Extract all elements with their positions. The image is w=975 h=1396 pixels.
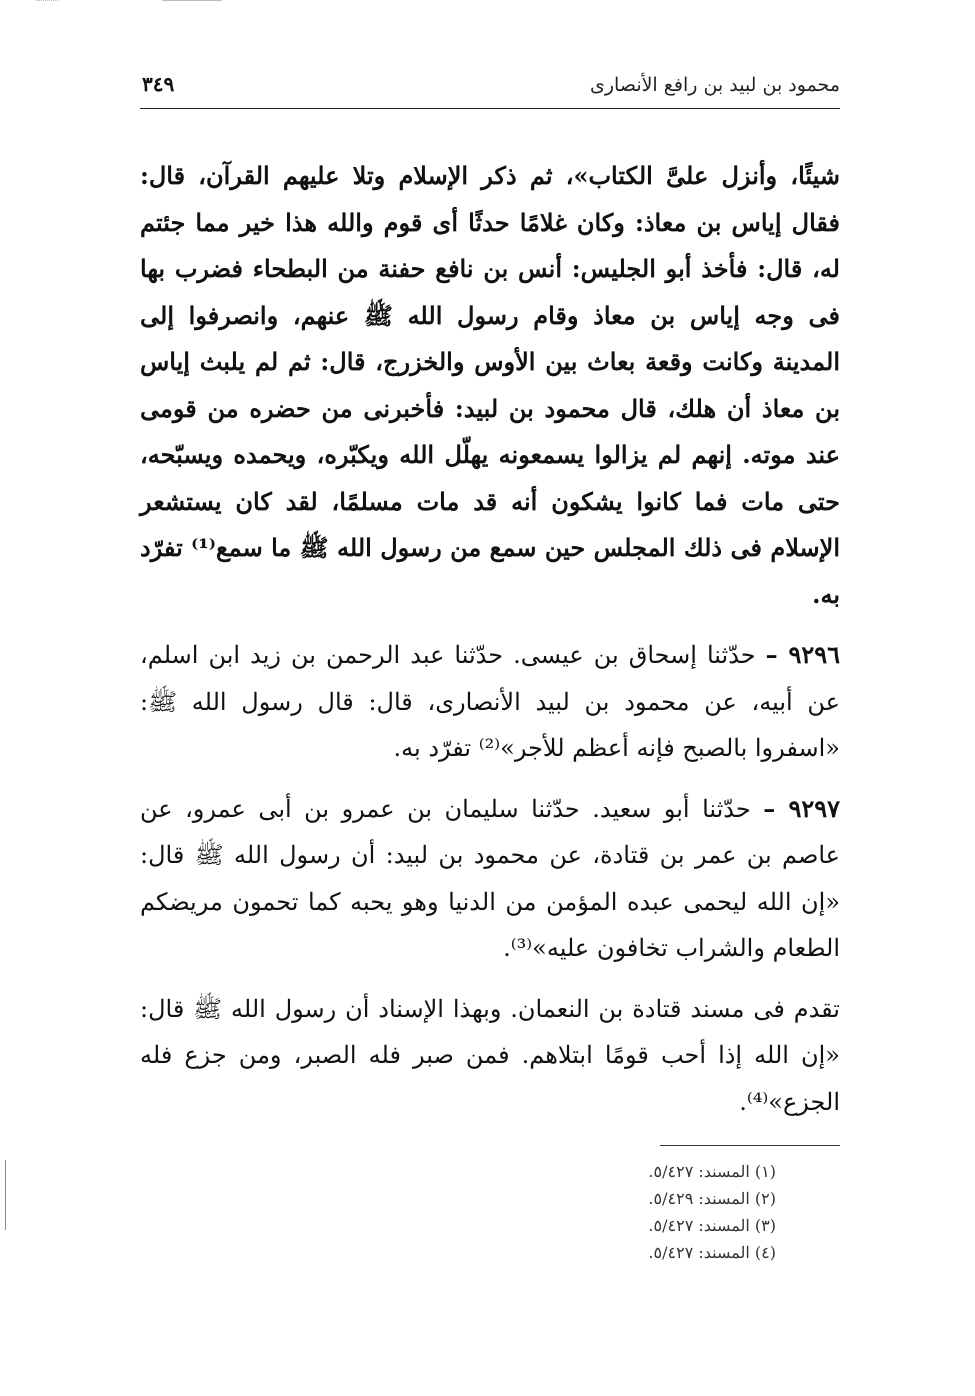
paragraph-text: تقدم فى مسند قتادة بن النعمان. وبهذا الإسناد أن رسول الله ﷺ قال: «إن الله إذا أحب قومًا ابتلاهم. فمن صبر فله الصبر، ومن جزع فله الجزع»⁽⁴⁾.: [140, 994, 840, 1116]
paragraph-note: [140, 986, 840, 1126]
hadith-number: ٩٢٩٦ –: [765, 640, 840, 669]
page-body: [140, 109, 840, 1266]
book-page: [140, 60, 840, 1360]
running-header-title: محمود بن لبيد بن رافع الأنصارى: [590, 74, 840, 96]
footnotes-list: [140, 1158, 776, 1266]
hadith-9297: [140, 786, 840, 972]
scan-edge-mark-dotted: [36, 0, 58, 1]
running-header: [140, 60, 840, 109]
scan-edge-mark: [162, 0, 222, 1]
paragraph-text: شيئًا، وأنزل علىَّ الكتاب»، ثم ذكر الإسلام وتلا عليهم القرآن، قال: فقال إياس بن معاذ: وكان غلامًا حدثًا أى قوم والله هذا خير مما جئتم له، قال: فأخذ أبو الجليس: أنس بن نافع حفنة من البطحاء فضرب بها فى وجه إياس بن معاذ وقام رسول الله ﷺ عنهم، وانصرفوا إلى المدينة وكانت وقعة بعاث بين الأوس والخزرج، قال: ثم لم يلبث إياس بن معاذ أن هلك، قال محمود بن لبيد: فأخبرنى من حضره من قومى عند موته. إنهم لم يزالوا يسمعونه يهلّل الله ويكبّره، ويحمده ويسبّحه، حتى مات فما كانوا يشكون أنه قد مات مسلمًا، لقد كان يستشعر الإسلام فى ذلك المجلس حين سمع من رسول الله ﷺ ما سمع⁽¹⁾ تفرّد به.: [140, 161, 840, 609]
footnote-divider: [660, 1145, 840, 1146]
page-number: ٣٤٩: [142, 72, 175, 96]
paragraph-continuation: [140, 153, 840, 618]
paragraph-text: حدّثنا أبو سعيد. حدّثنا سليمان بن عمرو بن أبى عمرو، عن عاصم بن عمر بن قتادة، عن محمود بن لبيد: أن رسول الله ﷺ قال: «إن الله ليحمى عبده المؤمن من الدنيا وهو يحبه كما تحمون مريضكم الطعام والشراب تخافون عليه»⁽³⁾.: [140, 794, 840, 962]
footnote: (٣) المسند: ٥/٤٢٧.: [648, 1216, 776, 1235]
paragraph-text: حدّثنا إسحاق بن عيسى. حدّثنا عبد الرحمن بن زيد ابن اسلم، عن أبيه، عن محمود بن لبيد الأنصارى، قال: قال رسول الله ﷺ: «اسفروا بالصبح فإنه أعظم للأجر»⁽²⁾ تفرّد به.: [140, 641, 840, 762]
footnote: (٤) المسند: ٥/٤٢٧.: [648, 1243, 776, 1262]
footnote: (٢) المسند: ٥/٤٢٩.: [648, 1189, 776, 1208]
footnote: (١) المسند: ٥/٤٢٧.: [648, 1162, 776, 1181]
hadith-9296: [140, 632, 840, 772]
margin-scan-line: [5, 1160, 6, 1230]
hadith-number: ٩٢٩٧ –: [763, 793, 840, 823]
